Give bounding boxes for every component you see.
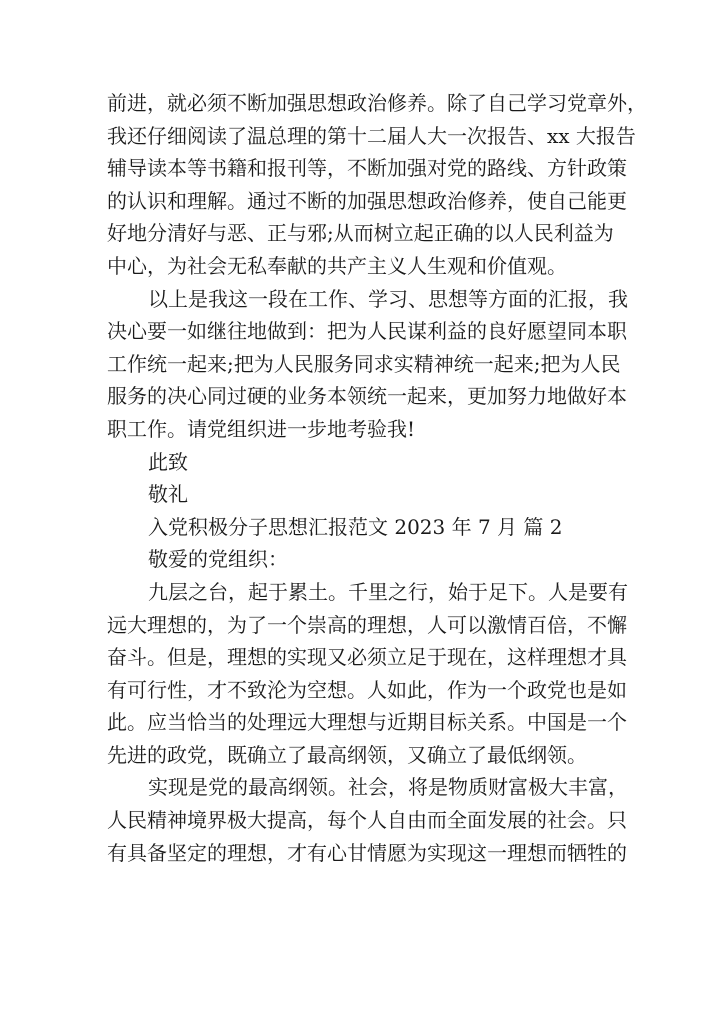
text-line: 前进，就必须不断加强思想政治修养。除了自己学习党章外， bbox=[107, 91, 647, 115]
text-line: 我还仔细阅读了温总理的第十二届人大一次报告、xx 大报告 bbox=[107, 123, 636, 148]
text-line: 远大理想的，为了一个崇高的理想，人可以激情百倍，不懈 bbox=[107, 612, 627, 637]
section-title: 入党积极分子思想汇报范文 2023 年 7 月 篇 2 bbox=[148, 514, 563, 539]
text-line: 奋斗。但是，理想的实现又必须立足于现在，这样理想才具 bbox=[107, 645, 627, 670]
text-line: 先进的政党，既确立了最高纲领，又确立了最低纲领。 bbox=[107, 742, 587, 767]
text-line: 的认识和理解。通过不断的加强思想政治修养，使自己能更 bbox=[107, 188, 627, 213]
paragraph-start: 实现是党的最高纲领。社会，将是物质财富极大丰富， bbox=[148, 775, 628, 800]
paragraph-start: 以上是我这一段在工作、学习、思想等方面的汇报，我 bbox=[148, 286, 628, 311]
text-line: 有具备坚定的理想，才有心甘情愿为实现这一理想而牺牲的 bbox=[107, 840, 627, 865]
text-line: 工作统一起来;把为人民服务同求实精神统一起来;把为人民 bbox=[107, 351, 621, 376]
text-line: 有可行性，才不致沦为空想。人如此，作为一个政党也是如 bbox=[107, 677, 627, 702]
greeting: 敬爱的党组织： bbox=[148, 547, 288, 572]
text-line: 好地分清好与恶、正与邪;从而树立起正确的以人民利益为 bbox=[107, 221, 614, 246]
text-line: 辅导读本等书籍和报刊等，不断加强对党的路线、方针政策 bbox=[107, 156, 627, 181]
text-line: 人民精神境界极大提高，每个人自由而全面发展的社会。只 bbox=[107, 808, 627, 833]
text-line: 决心要一如继往地做到：把为人民谋利益的良好愿望同本职 bbox=[107, 319, 627, 344]
text-line: 中心，为社会无私奉献的共产主义人生观和价值观。 bbox=[107, 253, 567, 278]
document-page bbox=[107, 87, 647, 869]
text-line: 服务的决心同过硬的业务本领统一起来，更加努力地做好本 bbox=[107, 384, 627, 409]
paragraph-start: 九层之台，起于累土。千里之行，始于足下。人是要有 bbox=[148, 579, 628, 604]
closing-regards: 敬礼 bbox=[148, 482, 188, 507]
closing-salutation: 此致 bbox=[148, 449, 188, 474]
text-line: 此。应当恰当的处理远大理想与近期目标关系。中国是一个 bbox=[107, 710, 627, 735]
text-line: 职工作。请党组织进一步地考验我! bbox=[107, 416, 416, 441]
